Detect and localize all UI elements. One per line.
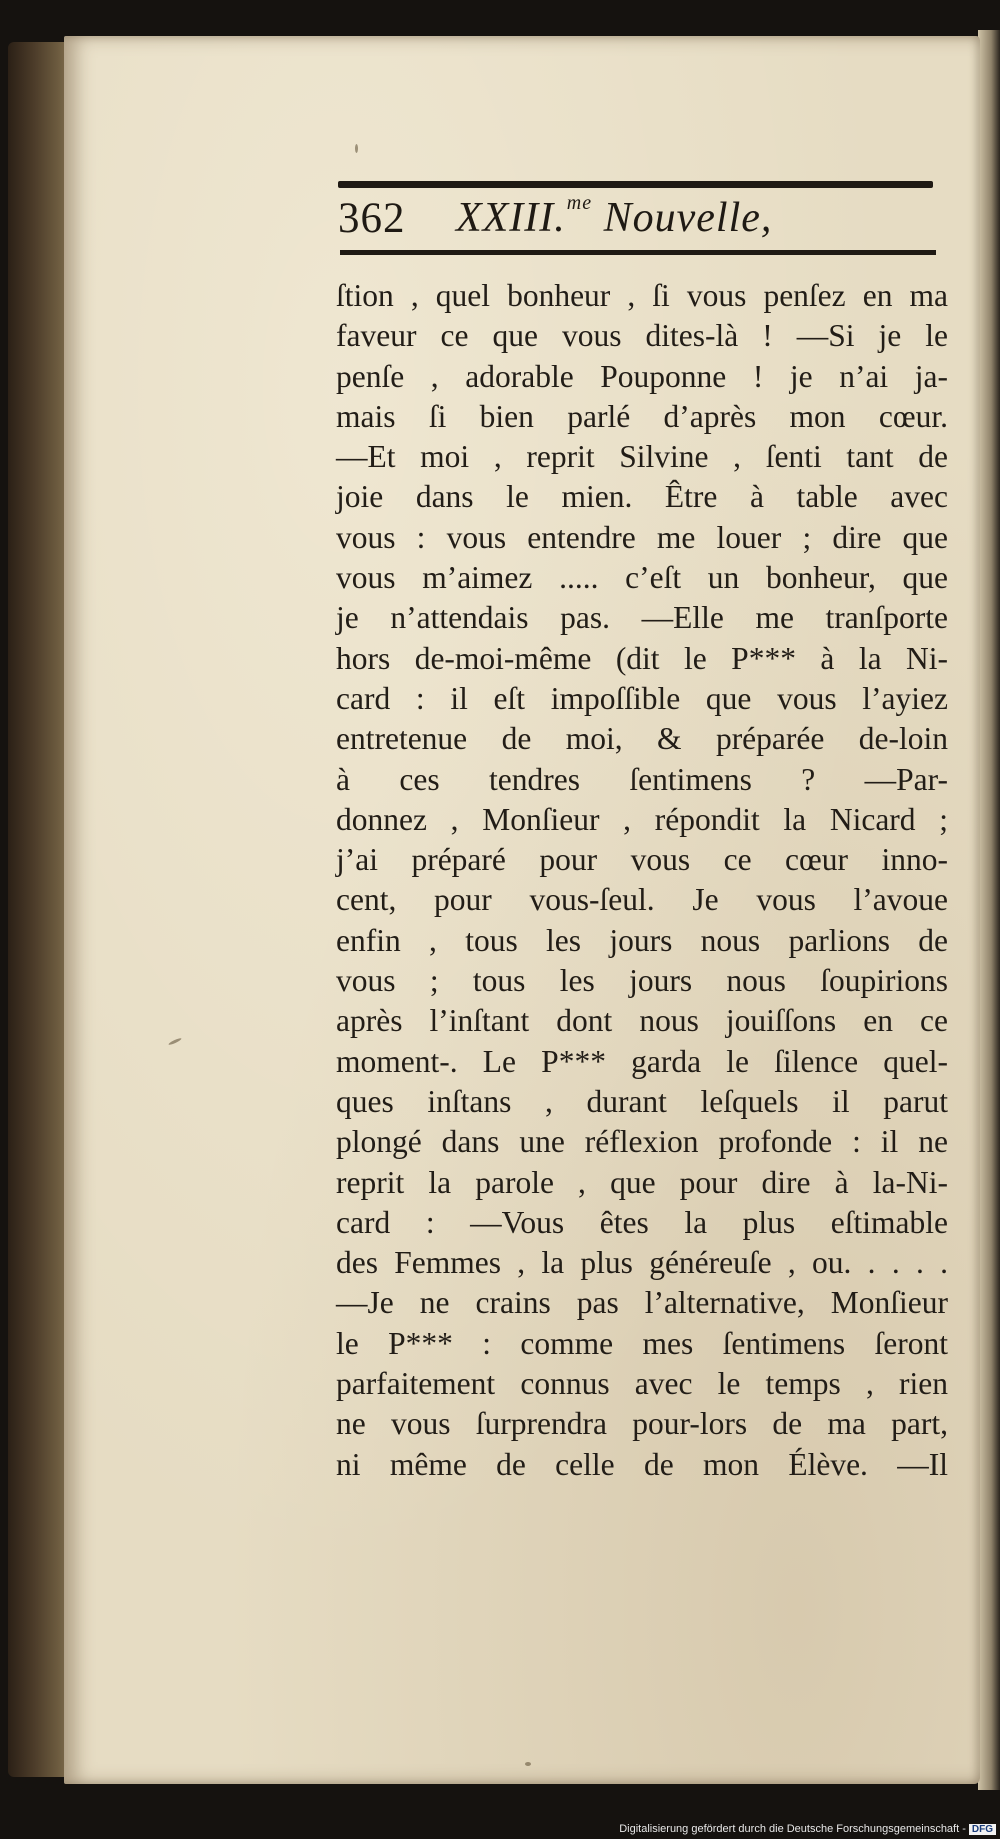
- text-line: après l’inſtant dont nous jouiſſons en ce: [336, 1003, 948, 1039]
- text-line: ques inſtans , durant leſquels il parut: [336, 1083, 948, 1119]
- page-fore-edge: [978, 30, 1000, 1790]
- text-line: card : —Vous êtes la plus eſtimable: [336, 1204, 948, 1240]
- text-line: donnez , Monſieur , répondit la Nicard ;: [336, 801, 948, 837]
- text-line: moment-. Le P*** garda le ſilence quel-: [336, 1043, 948, 1079]
- text-line: ne vous ſurprendra pour-lors de ma part,: [336, 1406, 948, 1442]
- text-line: hors de-moi-même (dit le P*** à la Ni-: [336, 640, 948, 676]
- running-title-word: Nouvelle,: [603, 195, 773, 241]
- text-line: vous m’aimez ..... c’eſt un bonheur, que: [336, 560, 948, 596]
- header-rule-bottom: [340, 250, 936, 255]
- running-title-superscript: me: [566, 192, 593, 214]
- header-rule-top: [338, 181, 933, 188]
- text-line: mais ſi bien parlé d’après mon cœur.: [336, 398, 948, 434]
- text-line: cent, pour vous-ſeul. Je vous l’avoue: [336, 882, 948, 918]
- text-line: penſe , adorable Pouponne ! je n’ai ja-: [336, 358, 948, 394]
- text-line: —Je ne crains pas l’alternative, Monſieur: [336, 1285, 948, 1321]
- credit-text: Digitalisierung gefördert durch die Deutsche Forschungsgemeinschaft -: [619, 1823, 966, 1835]
- text-line: ni même de celle de mon Élève. —Il: [336, 1446, 948, 1482]
- paper-speck: [525, 1762, 531, 1766]
- text-line: vous : vous entendre me louer ; dire que: [336, 519, 948, 555]
- body-text: [336, 276, 948, 1485]
- digitization-credit: [619, 1823, 996, 1835]
- text-line: ſtion , quel bonheur , ſi vous penſez en ma: [336, 278, 948, 313]
- text-line: vous ; tous les jours nous ſoupirions: [336, 963, 948, 999]
- text-line: parfaitement connus avec le temps , rien: [336, 1366, 948, 1402]
- running-header: [338, 192, 938, 250]
- page-number: 362: [338, 195, 406, 242]
- text-line: le P*** : comme mes ſentimens ſeront: [336, 1325, 948, 1361]
- text-line: joie dans le mien. Être à table avec: [336, 479, 948, 515]
- text-line: des Femmes , la plus généreuſe , ou. . . . .: [336, 1245, 948, 1281]
- text-line: reprit la parole , que pour dire à la-Ni-: [336, 1164, 948, 1200]
- paper-speck: [355, 144, 358, 153]
- dfg-logo: DFG: [969, 1824, 996, 1835]
- text-line: faveur ce que vous dites-là ! —Si je le: [336, 318, 948, 354]
- text-line: entretenue de moi, & préparée de-loin: [336, 721, 948, 757]
- text-line: à ces tendres ſentimens ? —Par-: [336, 761, 948, 797]
- text-line: j’ai préparé pour vous ce cœur inno-: [336, 842, 948, 878]
- running-title: [456, 192, 772, 242]
- text-line: je n’attendais pas. —Elle me tranſporte: [336, 600, 948, 636]
- text-line: —Et moi , reprit Silvine , ſenti tant de: [336, 439, 948, 475]
- text-line: enfin , tous les jours nous parlions de: [336, 922, 948, 958]
- text-line: plongé dans une réflexion profonde : il ne: [336, 1124, 948, 1160]
- text-line: card : il eſt impoſſible que vous l’ayiez: [336, 680, 948, 716]
- running-title-numeral: XXIII.: [456, 195, 566, 241]
